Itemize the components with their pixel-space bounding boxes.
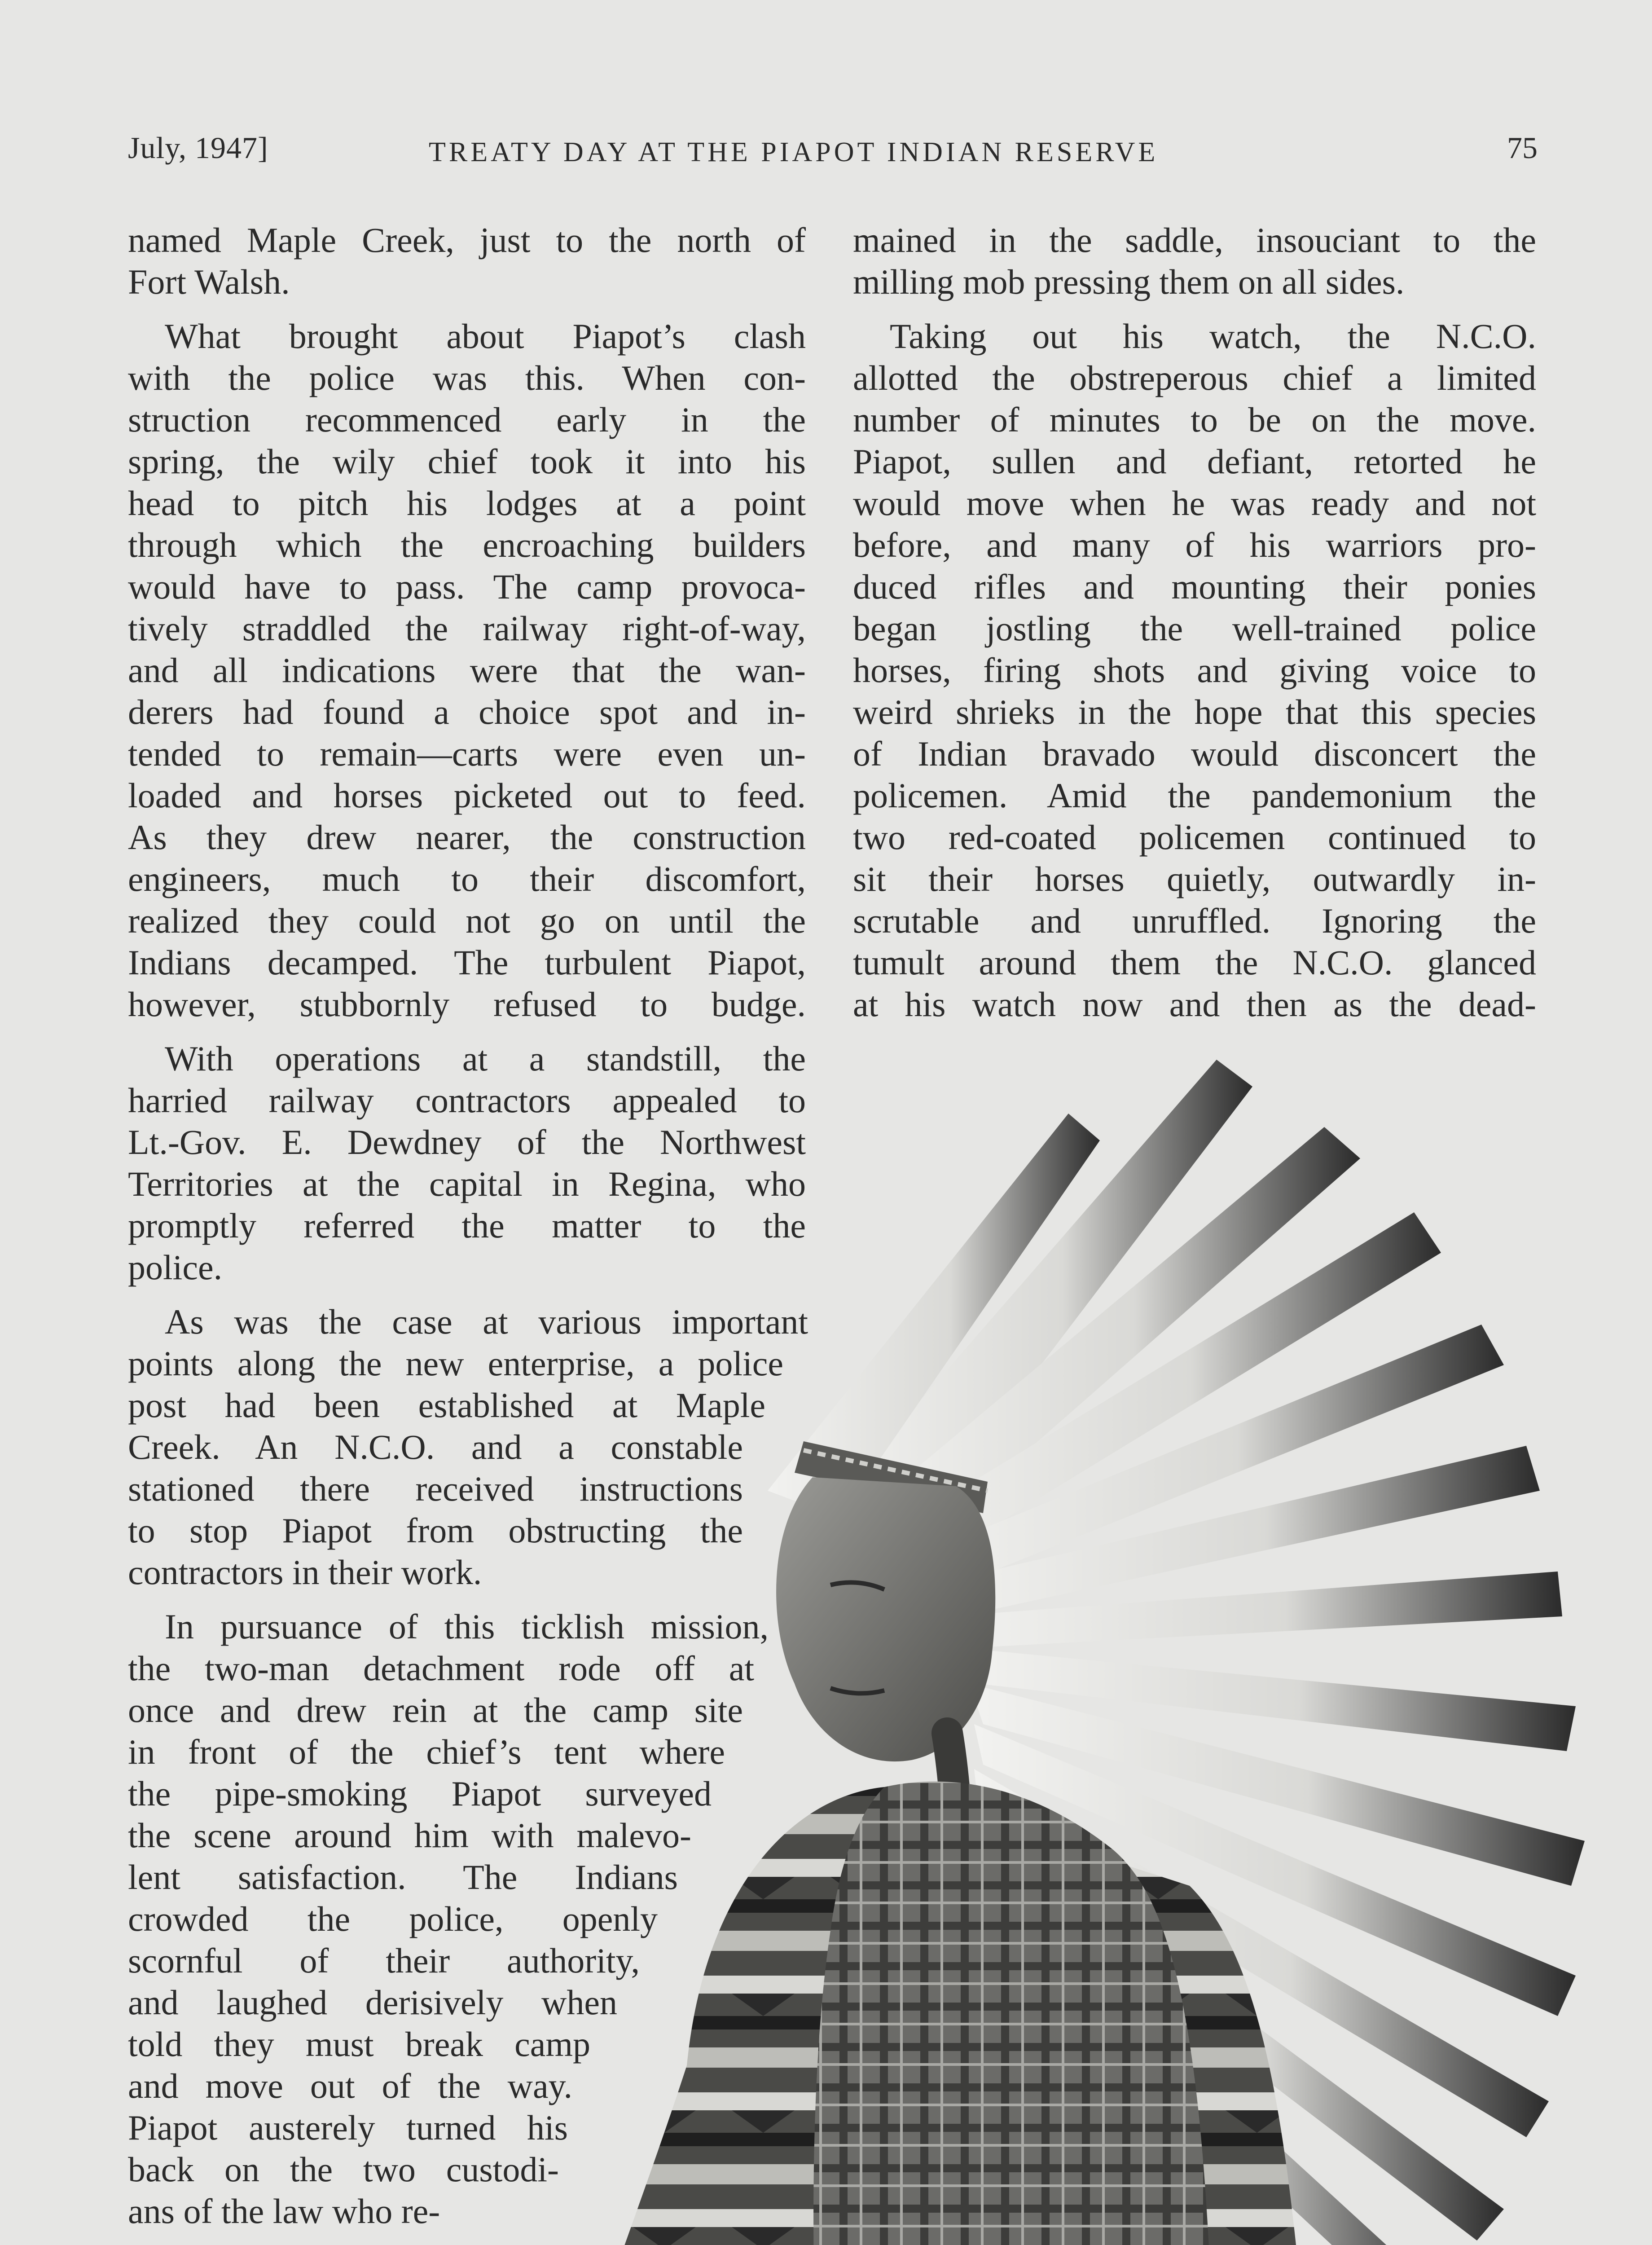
text-line: struction recommenced early in the — [128, 400, 806, 439]
text-line: police. — [128, 1248, 223, 1287]
text-line: contractors in their work. — [128, 1553, 482, 1592]
text-line: As was the case at various important — [165, 1302, 808, 1341]
text-line: the pipe-smoking Piapot surveyed — [128, 1774, 712, 1813]
text-line: through which the encroaching builders — [128, 525, 806, 564]
text-line: the scene around him with malevo- — [128, 1816, 691, 1855]
text-line: loaded and horses picketed out to feed. — [128, 776, 806, 815]
text-line: lent satisfaction. The Indians — [128, 1858, 678, 1897]
text-line: tended to remain—carts were even un- — [128, 734, 806, 773]
text-line: Indians decamped. The turbulent Piapot, — [128, 943, 806, 982]
text-line: and laughed derisively when — [128, 1983, 617, 2022]
header-title: TREATY DAY AT THE PIAPOT INDIAN RESERVE — [429, 137, 1159, 167]
text-line: sit their horses quietly, outwardly in- — [853, 859, 1536, 898]
text-line: Piapot austerely turned his — [128, 2108, 568, 2147]
running-header — [128, 130, 1538, 184]
text-line: named Maple Creek, just to the north of — [128, 220, 806, 260]
paragraph — [853, 219, 1536, 303]
text-line: In pursuance of this ticklish mission, — [165, 1607, 769, 1646]
header-date: July, 1947] — [128, 131, 268, 165]
text-line: horses, firing shots and giving voice to — [853, 651, 1536, 690]
text-line: Fort Walsh. — [128, 262, 290, 301]
text-line: Lt.-Gov. E. Dewdney of the Northwest — [128, 1122, 806, 1162]
right-text-column — [853, 219, 1536, 1038]
text-line: and all indications were that the wan- — [128, 651, 806, 690]
text-line: stationed there received instructions — [128, 1469, 743, 1508]
text-line: however, stubbornly refused to budge. — [128, 985, 806, 1024]
text-line: would move when he was ready and not — [853, 484, 1536, 523]
text-line: mained in the saddle, insouciant to the — [853, 220, 1536, 260]
text-line: duced rifles and mounting their ponies — [853, 567, 1536, 606]
text-line: derers had found a choice spot and in- — [128, 692, 806, 731]
text-line: Piapot, sullen and defiant, retorted he — [853, 442, 1536, 481]
text-line: promptly referred the matter to the — [128, 1206, 806, 1245]
text-line: two red-coated policemen continued to — [853, 818, 1536, 857]
text-line: to stop Piapot from obstructing the — [128, 1511, 743, 1550]
text-line: engineers, much to their discomfort, — [128, 859, 806, 898]
text-line: of Indian bravado would disconcert the — [853, 734, 1536, 773]
portrait-photo — [516, 1033, 1652, 2245]
page-number: 75 — [1507, 131, 1538, 165]
text-line: head to pitch his lodges at a point — [128, 484, 806, 523]
text-line: allotted the obstreperous chief a limited — [853, 358, 1536, 397]
text-line: points along the new enterprise, a police — [128, 1344, 783, 1383]
text-line: Taking out his watch, the N.C.O. — [890, 317, 1536, 356]
text-line: tively straddled the railway right-of-way, — [128, 609, 806, 648]
text-line: crowded the police, openly — [128, 1899, 658, 1938]
text-line: tumult around them the N.C.O. glanced — [853, 943, 1536, 982]
text-line: milling mob pressing them on all sides. — [853, 262, 1405, 301]
text-line: harried railway contractors appealed to — [128, 1081, 806, 1120]
text-line: scornful of their authority, — [128, 1941, 640, 1980]
plaid-shirt — [813, 1782, 1217, 2245]
text-line: told they must break camp — [128, 2025, 590, 2064]
paragraph — [128, 219, 806, 303]
text-line: in front of the chief’s tent where — [128, 1732, 725, 1771]
text-line: scrutable and unruffled. Ignoring the — [853, 901, 1536, 940]
text-line: spring, the wily chief took it into his — [128, 442, 806, 481]
text-line: Territories at the capital in Regina, who — [128, 1164, 806, 1203]
text-line: As they drew nearer, the construction — [128, 818, 806, 857]
paragraph — [128, 315, 806, 1025]
text-line: once and drew rein at the camp site — [128, 1690, 743, 1730]
text-line: would have to pass. The camp provoca- — [128, 567, 806, 606]
text-line: Creek. An N.C.O. and a constable — [128, 1427, 743, 1466]
text-line: began jostling the well-trained police — [853, 609, 1536, 648]
text-line: ans of the law who re- — [128, 2192, 440, 2231]
text-line: at his watch now and then as the dead- — [853, 985, 1536, 1024]
text-line: number of minutes to be on the move. — [853, 400, 1536, 439]
portrait-photo-illustration — [516, 1033, 1652, 2245]
text-line: with the police was this. When con- — [128, 358, 806, 397]
text-line: before, and many of his warriors pro- — [853, 525, 1536, 564]
text-line: policemen. Amid the pandemonium the — [853, 776, 1536, 815]
text-line: post had been established at Maple — [128, 1386, 765, 1425]
paragraph — [853, 315, 1536, 1025]
text-line: and move out of the way. — [128, 2066, 572, 2105]
text-line: What brought about Piapot’s clash — [165, 317, 806, 356]
text-line: back on the two custodi- — [128, 2150, 559, 2189]
face — [776, 1477, 995, 1761]
text-line: the two-man detachment rode off at — [128, 1649, 754, 1688]
text-line: With operations at a standstill, the — [165, 1039, 806, 1078]
text-line: weird shrieks in the hope that this species — [853, 692, 1536, 731]
text-line: realized they could not go on until the — [128, 901, 806, 940]
